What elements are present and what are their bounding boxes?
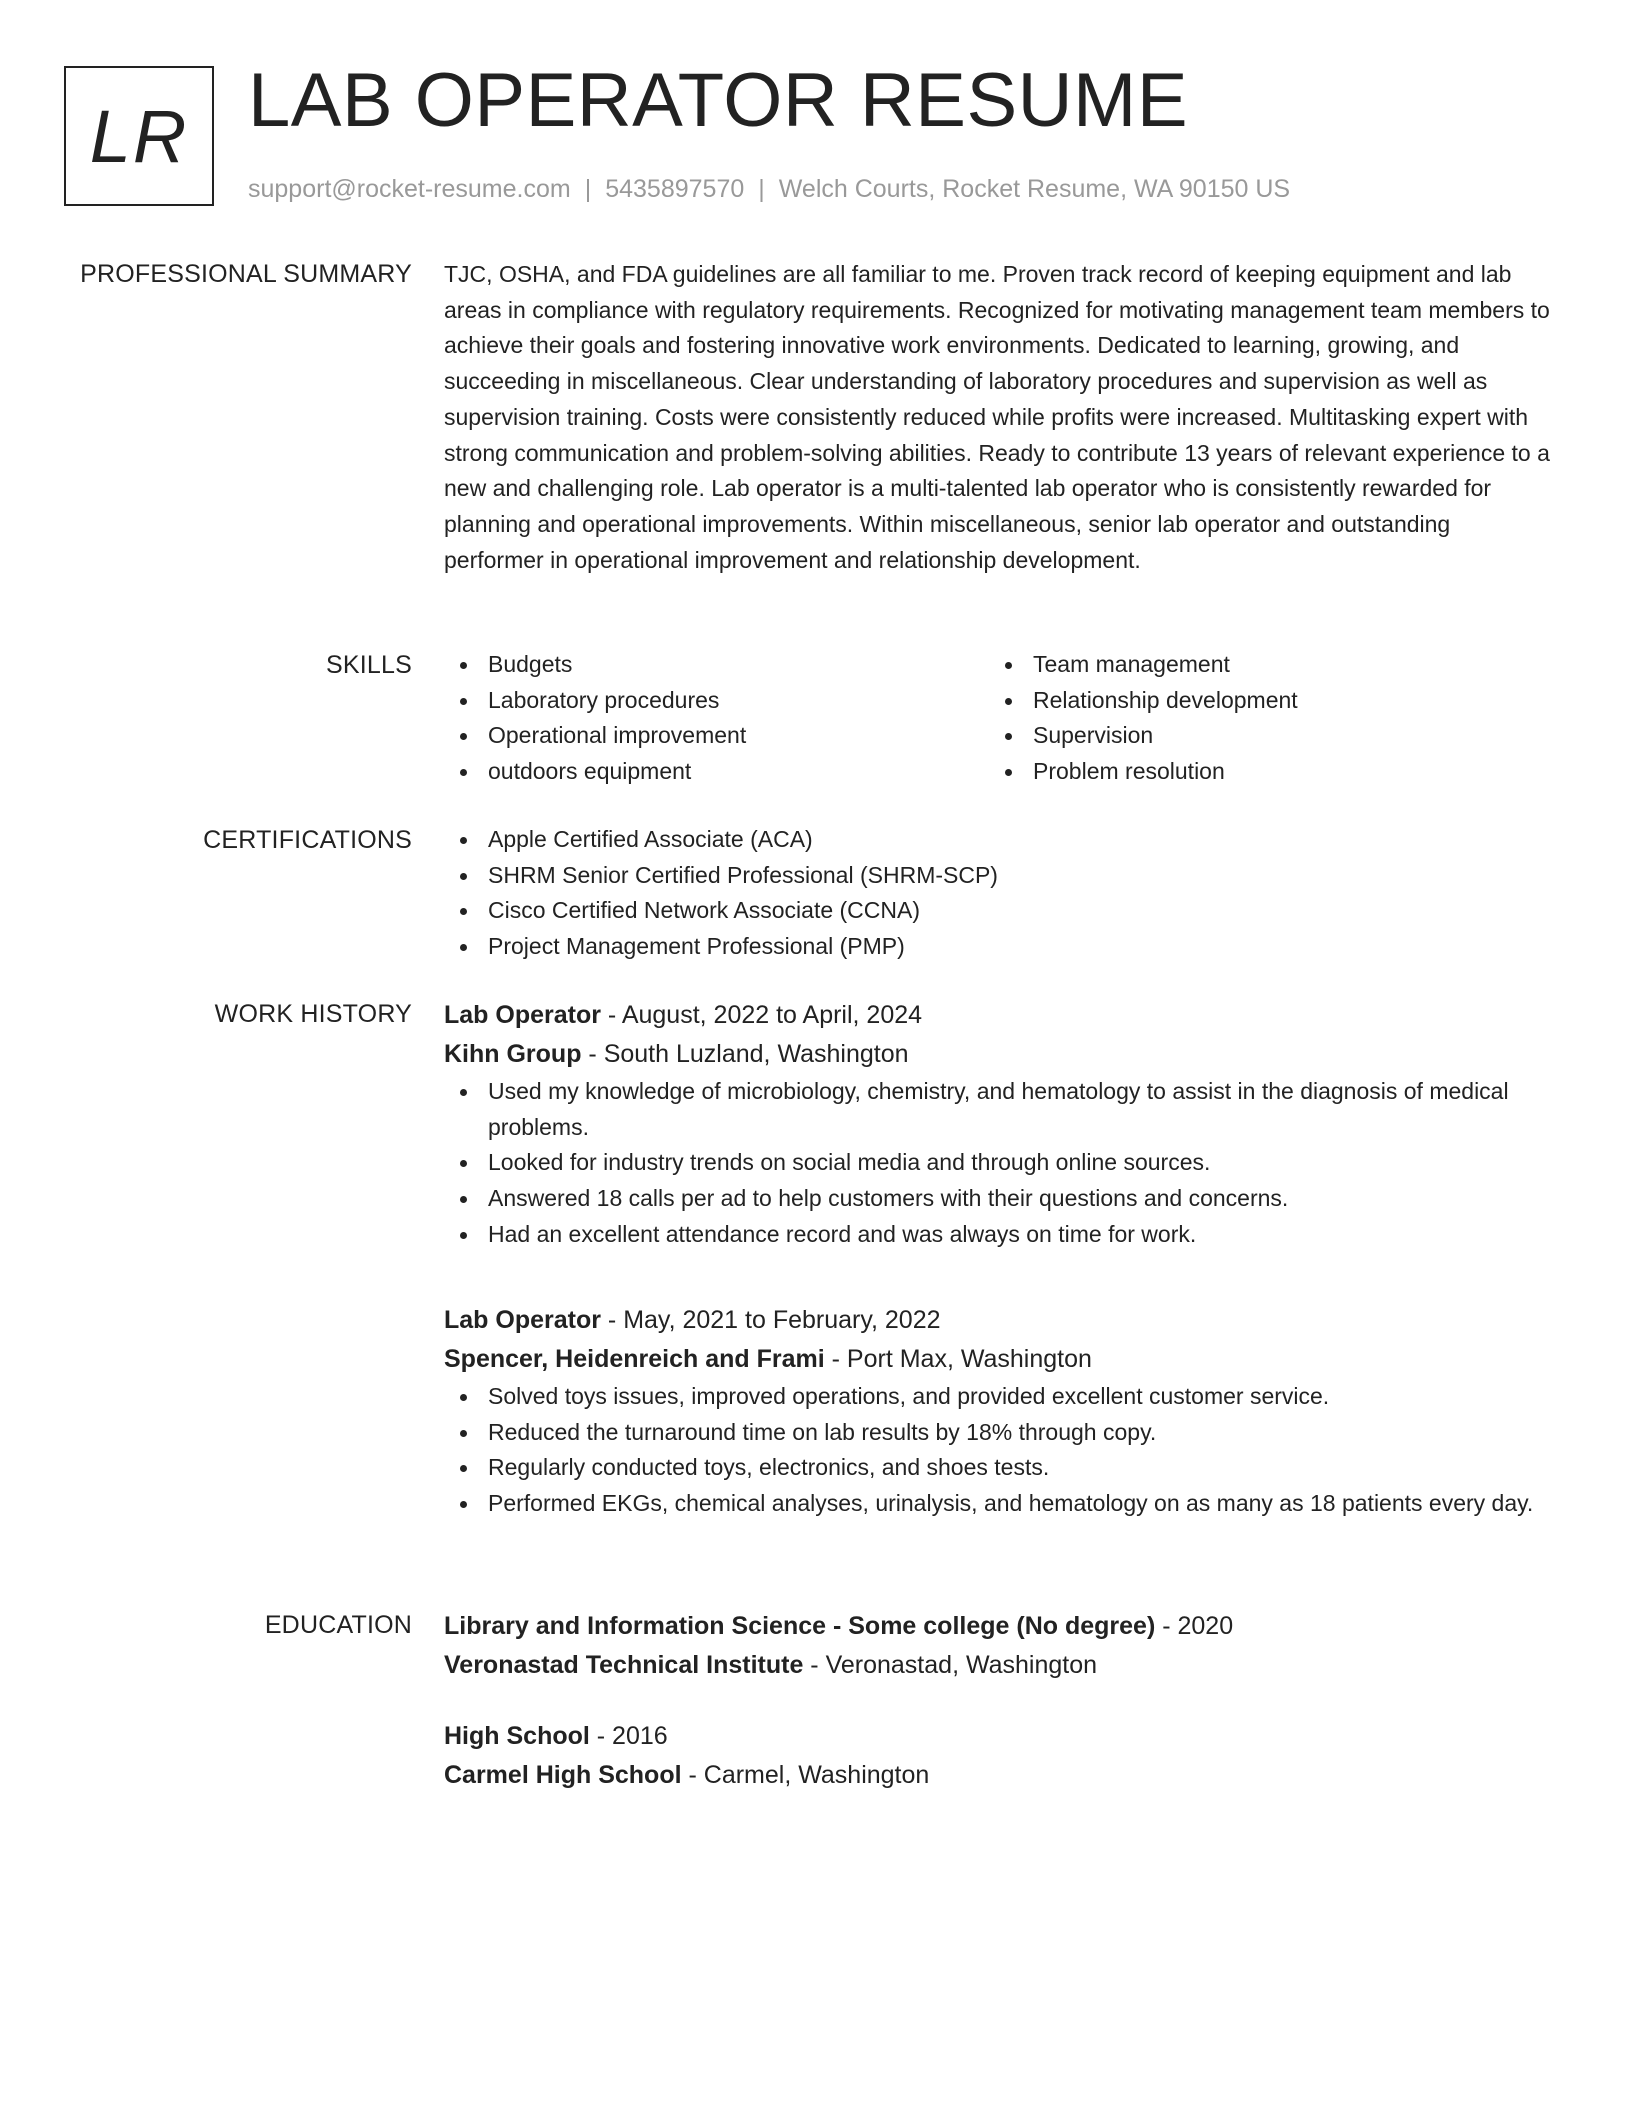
skills-grid <box>444 647 1556 790</box>
certifications-body <box>444 822 1556 965</box>
work-history-body <box>444 996 1556 1517</box>
section-label-certifications: CERTIFICATIONS <box>203 826 412 854</box>
summary-body <box>444 256 1556 578</box>
summary-text: TJC, OSHA, and FDA guidelines are all familiar to me. Proven track record of keeping equipment and lab areas in compliance with regulatory requirements. Recognized for motivating management team members to achieve their goals and fostering innovative work environments. Dedicated to learning, growing, and succeeding in miscellaneous. Clear understanding of laboratory procedures and supervision as well as supervision training. Costs were consistently reduced while profits were increased. Multitasking expert with strong communication and problem-solving abilities. Ready to contribute 13 years of relevant experience to a new and challenging role. Lab operator is a multi-talented lab operator who is consistently rewarded for planning and operational improvements. Within miscellaneous, senior lab operator and outstanding performer in operational improvement and relationship development. <box>444 261 1550 573</box>
list-item: Looked for industry trends on social media and through online sources. <box>444 1145 1556 1181</box>
resume-title: LAB OPERATOR RESUME <box>248 58 1189 143</box>
monogram-logo: LR <box>64 66 214 206</box>
education-entry <box>444 1717 1556 1795</box>
list-item: Regularly conducted toys, electronics, and shoes tests. <box>444 1450 1556 1486</box>
list-item: Laboratory procedures <box>444 683 989 719</box>
list-item: Used my knowledge of microbiology, chemistry, and hematology to assist in the diagnosis of medical problems. <box>444 1074 1556 1145</box>
list-item: Supervision <box>989 718 1534 754</box>
job-title: Lab Operator <box>444 1306 601 1334</box>
job-dates: - May, 2021 to February, 2022 <box>600 1306 941 1334</box>
section-label-education: EDUCATION <box>264 1611 412 1639</box>
list-item: Solved toys issues, improved operations, and provided excellent customer service. <box>444 1379 1556 1415</box>
certifications-list <box>444 822 1556 965</box>
job-location: - Port Max, Washington <box>824 1345 1092 1373</box>
job-title-line <box>444 1301 1556 1340</box>
job-company-line <box>444 1035 1556 1074</box>
education-year: - 2020 <box>1155 1612 1234 1640</box>
list-item: Relationship development <box>989 683 1534 719</box>
job-title-line <box>444 996 1556 1035</box>
list-item: Team management <box>989 647 1534 683</box>
contact-email[interactable]: support@rocket-resume.com <box>248 175 571 203</box>
list-item: Reduced the turnaround time on lab results by 18% through copy. <box>444 1415 1556 1451</box>
list-item: Apple Certified Associate (ACA) <box>444 822 1556 858</box>
education-body <box>444 1607 1556 1795</box>
section-label-summary: PROFESSIONAL SUMMARY <box>80 260 412 288</box>
job-bullets <box>444 1074 1556 1253</box>
list-item: outdoors equipment <box>444 754 989 790</box>
education-school-line <box>444 1756 1556 1795</box>
list-item: Answered 18 calls per ad to help customers with their questions and concerns. <box>444 1181 1556 1217</box>
list-item: Operational improvement <box>444 718 989 754</box>
job-title: Lab Operator <box>444 1001 601 1029</box>
education-school-line <box>444 1646 1556 1685</box>
education-entry <box>444 1607 1556 1685</box>
job-company: Spencer, Heidenreich and Frami <box>444 1345 825 1373</box>
list-item: Had an excellent attendance record and was always on time for work. <box>444 1217 1556 1253</box>
contact-separator: | <box>584 175 592 203</box>
education-degree-line <box>444 1607 1556 1646</box>
job-entry <box>444 1301 1556 1522</box>
job-location: - South Luzland, Washington <box>581 1040 909 1068</box>
education-year: - 2016 <box>589 1722 668 1750</box>
list-item: Project Management Professional (PMP) <box>444 929 1556 965</box>
list-item: Problem resolution <box>989 754 1534 790</box>
skills-column-left <box>444 647 989 790</box>
job-company: Kihn Group <box>444 1040 582 1068</box>
contact-separator: | <box>758 175 765 203</box>
section-label-work-history: WORK HISTORY <box>214 1000 412 1028</box>
list-item: SHRM Senior Certified Professional (SHRM-SCP) <box>444 858 1556 894</box>
education-school: Carmel High School <box>444 1761 682 1789</box>
section-label-skills: SKILLS <box>326 651 412 679</box>
job-company-line <box>444 1340 1556 1379</box>
education-degree: Library and Information Science - Some college (No degree) <box>444 1612 1156 1640</box>
education-school: Veronastad Technical Institute <box>444 1651 804 1679</box>
job-dates: - August, 2022 to April, 2024 <box>600 1001 923 1029</box>
list-item: Budgets <box>444 647 989 683</box>
education-location: - Carmel, Washington <box>681 1761 930 1789</box>
contact-address: Welch Courts, Rocket Resume, WA 90150 US <box>778 175 1291 203</box>
education-degree: High School <box>444 1722 590 1750</box>
job-bullets <box>444 1379 1556 1522</box>
list-item: Performed EKGs, chemical analyses, urinalysis, and hematology on as many as 18 patients every day. <box>444 1486 1556 1522</box>
skills-column-right <box>989 647 1534 790</box>
job-entry <box>444 996 1556 1253</box>
contact-phone[interactable]: 5435897570 <box>605 175 745 203</box>
education-degree-line <box>444 1717 1556 1756</box>
education-location: - Veronastad, Washington <box>803 1651 1098 1679</box>
list-item: Cisco Certified Network Associate (CCNA) <box>444 893 1556 929</box>
contact-line <box>248 172 1290 206</box>
